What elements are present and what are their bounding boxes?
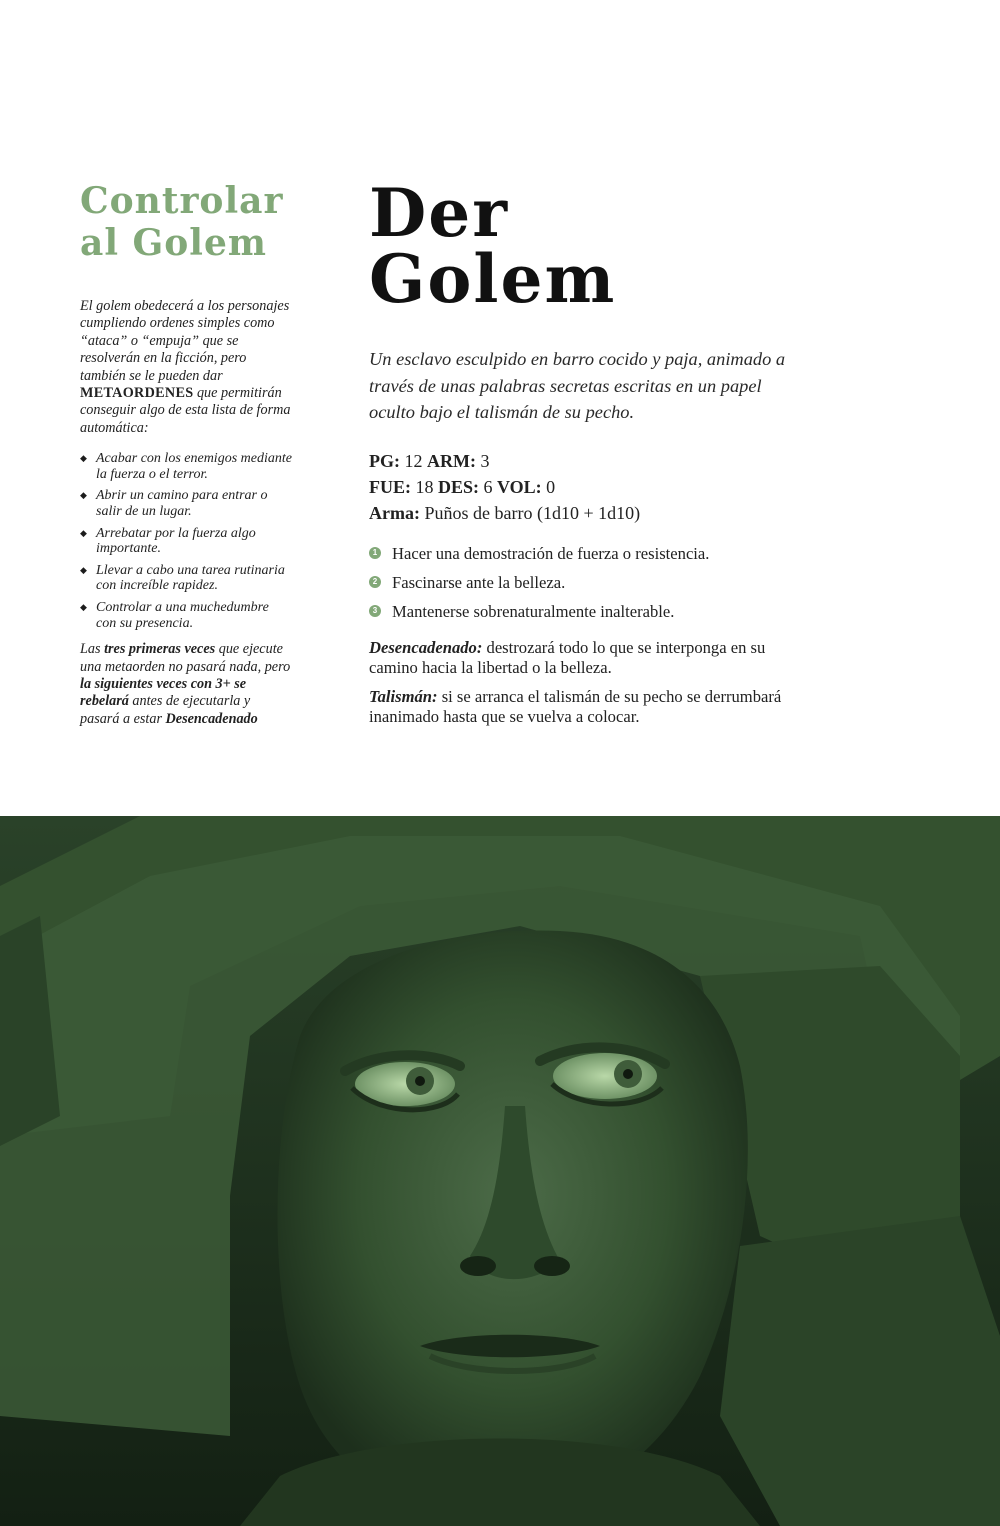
sidebar-panel <box>80 180 292 728</box>
sidebar-outro-emphasis: Desencadenado <box>165 710 258 727</box>
vol-label: VOL: <box>497 476 542 497</box>
arma-label: Arma: <box>369 502 420 523</box>
trait-item <box>369 597 799 626</box>
arma-value: Puños de barro (1d10 + 1d10) <box>419 502 641 523</box>
list-item: ◆ Abrir un camino para entrar o salir de un lugar. <box>80 488 292 519</box>
stats-block <box>369 448 799 526</box>
sidebar-title-line1: Controlar <box>80 180 284 222</box>
sidebar-outro-text: antes de ejecutarla y pasará a estar <box>80 693 251 727</box>
sidebar-outro-emphasis: la siguientes veces con 3+ se rebelará <box>80 676 247 710</box>
sidebar-title-line2: al Golem <box>80 222 267 264</box>
metaorder-list <box>80 451 292 631</box>
arm-value: 3 <box>475 450 490 471</box>
rule-term: Talismán: <box>369 686 438 706</box>
trait-item <box>369 539 799 568</box>
golem-photo <box>0 816 1000 1526</box>
rule-text: destrozará todo lo que se interponga en su camino hacia la libertad o la belleza. <box>369 637 766 677</box>
sidebar-title <box>80 180 292 264</box>
list-item: ◆ Arrebatar por la fuerza algo importante. <box>80 526 292 557</box>
stats-row-weapon <box>369 500 799 526</box>
sidebar-intro-text-end: que permitirán conseguir algo de esta lista de forma automática: <box>80 385 291 436</box>
trait-item <box>369 568 799 597</box>
trait-text: Fascinarse ante la belleza. <box>392 572 566 592</box>
stat-block <box>369 174 799 728</box>
stats-row-attributes <box>369 474 799 500</box>
vol-value: 0 <box>541 476 556 497</box>
sidebar-outro-text: que ejecute una metaorden no pasará nada, pero <box>80 641 291 675</box>
list-item: ◆ Acabar con los enemigos mediante la fuerza o el terror. <box>80 451 292 482</box>
rule-talisman <box>369 687 799 728</box>
number-badge-icon: 3 <box>369 605 381 617</box>
number-badge-icon: 2 <box>369 576 381 588</box>
trait-text: Hacer una demostración de fuerza o resistencia. <box>392 543 710 563</box>
sidebar-outro-text: Las <box>80 641 105 658</box>
des-label: DES: <box>438 476 480 497</box>
arm-label: ARM: <box>427 450 476 471</box>
des-value: 6 <box>479 476 498 497</box>
sidebar-outro-emphasis: tres primeras veces <box>104 641 216 658</box>
list-item: ◆ Llevar a cabo una tarea rutinaria con increíble rapidez. <box>80 563 292 594</box>
golem-face-illustration <box>0 816 1000 1526</box>
sidebar-intro <box>80 298 292 437</box>
trait-list <box>369 539 799 626</box>
rule-term: Desencadenado: <box>369 637 483 657</box>
pg-label: PG: <box>369 450 400 471</box>
number-badge-icon: 1 <box>369 547 381 559</box>
page-title-line1: Der <box>369 174 509 252</box>
creature-description: Un esclavo esculpido en barro cocido y paja, animado a través de unas palabras secretas escritas en un papel oculto bajo el talismán de su pecho. <box>369 349 786 422</box>
list-item: ◆ Controlar a una muchedumbre con su presencia. <box>80 600 292 631</box>
metaordenes-keyword: METAORDENES <box>80 385 194 402</box>
fue-value: 18 <box>411 476 438 497</box>
fue-label: FUE: <box>369 476 411 497</box>
rule-text: si se arranca el talismán de su pecho se derrumbará inanimado hasta que se vuelva a colocar. <box>369 686 782 726</box>
page-title <box>369 174 799 318</box>
page-title-line2: Golem <box>369 240 617 318</box>
pg-value: 12 <box>400 450 427 471</box>
stats-row-pg-arm <box>369 448 799 474</box>
sidebar-intro-text: El golem obedecerá a los personajes cumpliendo ordenes simples como “ataca” o “empuja” que se resolverán en la ficción, pero también se le pueden dar <box>80 298 290 384</box>
sidebar-outro <box>80 641 292 728</box>
trait-text: Mantenerse sobrenaturalmente inalterable. <box>392 601 675 621</box>
rule-desencadenado <box>369 638 799 679</box>
